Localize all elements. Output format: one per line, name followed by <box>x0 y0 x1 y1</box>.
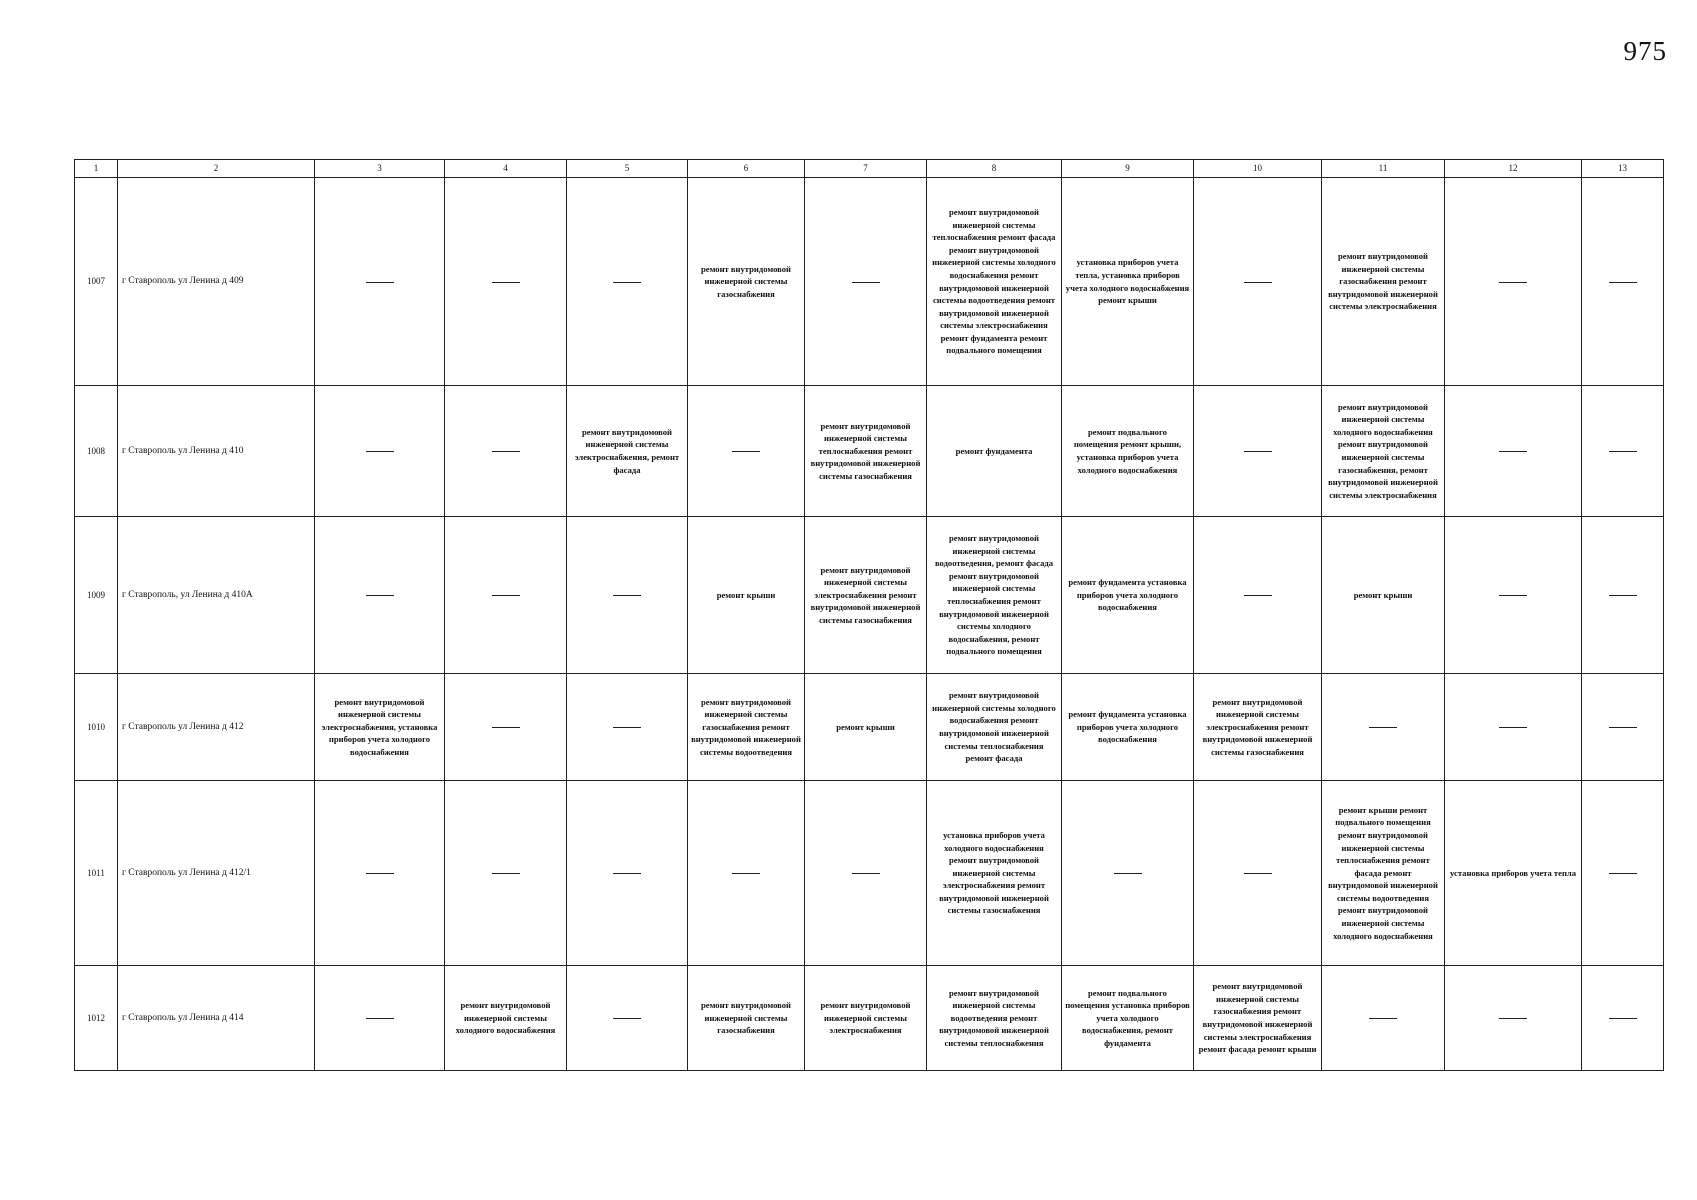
dash-mark <box>1499 595 1527 596</box>
dash-mark <box>366 1018 394 1019</box>
empty-dash-cell <box>805 178 927 386</box>
dash-mark <box>732 873 760 874</box>
dash-mark <box>1499 727 1527 728</box>
dash-mark <box>1609 451 1637 452</box>
empty-dash-cell <box>1194 517 1322 674</box>
empty-dash-cell <box>1194 178 1322 386</box>
dash-mark <box>1499 1018 1527 1019</box>
empty-dash-cell <box>315 178 445 386</box>
column-header-2: 2 <box>118 160 315 178</box>
dash-mark <box>1244 282 1272 283</box>
work-item-cell: ремонт внутридомовой инженерной системы холодного водоснабжения ремонт внутридомовой инженерной системы теплоснабжения ремонт фасада <box>927 674 1062 781</box>
address-cell: г Ставрополь ул Ленина д 412/1 <box>118 781 315 966</box>
empty-dash-cell <box>567 517 688 674</box>
dash-mark <box>492 595 520 596</box>
address-cell: г Ставрополь ул Ленина д 410 <box>118 386 315 517</box>
empty-dash-cell <box>315 966 445 1071</box>
empty-dash-cell <box>1582 781 1664 966</box>
work-item-cell: ремонт внутридомовой инженерной системы газоснабжения ремонт внутридомовой инженерной системы электроснабжения <box>1322 178 1445 386</box>
work-item-cell: ремонт внутридомовой инженерной системы электроснабжения <box>805 966 927 1071</box>
dash-mark <box>1609 873 1637 874</box>
address-cell: г Ставрополь ул Ленина д 412 <box>118 674 315 781</box>
empty-dash-cell <box>1582 178 1664 386</box>
work-item-cell: ремонт внутридомовой инженерной системы водоотведения, ремонт фасада ремонт внутридомовой инженерной системы теплоснабжения ремонт внутридомовой инженерной системы холодного водоснабжения, ремонт подвального помещения <box>927 517 1062 674</box>
dash-mark <box>366 282 394 283</box>
dash-mark <box>1609 1018 1637 1019</box>
work-item-cell: ремонт внутридомовой инженерной системы электроснабжения ремонт внутридомовой инженерной системы газоснабжения <box>1194 674 1322 781</box>
empty-dash-cell <box>445 781 567 966</box>
row-number-cell: 1012 <box>75 966 118 1071</box>
dash-mark <box>492 727 520 728</box>
column-header-5: 5 <box>567 160 688 178</box>
work-item-cell: ремонт внутридомовой инженерной системы электроснабжения ремонт внутридомовой инженерной системы газоснабжения <box>805 517 927 674</box>
dash-mark <box>492 873 520 874</box>
empty-dash-cell <box>1322 674 1445 781</box>
row-number-cell: 1010 <box>75 674 118 781</box>
column-header-9: 9 <box>1062 160 1194 178</box>
column-header-7: 7 <box>805 160 927 178</box>
column-header-1: 1 <box>75 160 118 178</box>
work-item-cell: ремонт крыши <box>1322 517 1445 674</box>
work-item-cell: ремонт внутридомовой инженерной системы газоснабжения <box>688 178 805 386</box>
empty-dash-cell <box>1445 178 1582 386</box>
row-number-cell: 1007 <box>75 178 118 386</box>
column-number-row <box>75 160 1664 178</box>
table-row <box>75 386 1664 517</box>
empty-dash-cell <box>567 674 688 781</box>
empty-dash-cell <box>445 178 567 386</box>
empty-dash-cell <box>1445 517 1582 674</box>
page-number: 975 <box>1623 36 1667 66</box>
column-header-10: 10 <box>1194 160 1322 178</box>
empty-dash-cell <box>688 386 805 517</box>
column-header-6: 6 <box>688 160 805 178</box>
table-row <box>75 178 1664 386</box>
dash-mark <box>613 282 641 283</box>
address-cell: г Ставрополь ул Ленина д 414 <box>118 966 315 1071</box>
work-item-cell: ремонт фундамента установка приборов учета холодного водоснабжения <box>1062 674 1194 781</box>
column-header-12: 12 <box>1445 160 1582 178</box>
empty-dash-cell <box>445 517 567 674</box>
empty-dash-cell <box>315 517 445 674</box>
empty-dash-cell <box>805 781 927 966</box>
dash-mark <box>1499 451 1527 452</box>
table-row <box>75 781 1664 966</box>
work-item-cell: ремонт фундамента <box>927 386 1062 517</box>
dash-mark <box>1244 595 1272 596</box>
work-item-cell: ремонт внутридомовой инженерной системы электроснабжения, ремонт фасада <box>567 386 688 517</box>
empty-dash-cell <box>1194 781 1322 966</box>
dash-mark <box>1609 727 1637 728</box>
empty-dash-cell <box>688 781 805 966</box>
dash-mark <box>852 873 880 874</box>
dash-mark <box>613 873 641 874</box>
work-item-cell: ремонт внутридомовой инженерной системы теплоснабжения ремонт внутридомовой инженерной системы газоснабжения <box>805 386 927 517</box>
dash-mark <box>366 873 394 874</box>
row-number-cell: 1009 <box>75 517 118 674</box>
dash-mark <box>613 1018 641 1019</box>
dash-mark <box>1609 282 1637 283</box>
dash-mark <box>613 595 641 596</box>
table-row <box>75 966 1664 1071</box>
dash-mark <box>1369 1018 1397 1019</box>
empty-dash-cell <box>315 781 445 966</box>
dash-mark <box>366 595 394 596</box>
work-item-cell: ремонт внутридомовой инженерной системы холодного водоснабжения ремонт внутридомовой инженерной системы газоснабжения, ремонт внутридомовой инженерной системы электроснабжения <box>1322 386 1445 517</box>
table-body <box>75 178 1664 1071</box>
row-number-cell: 1008 <box>75 386 118 517</box>
work-item-cell: ремонт внутридомовой инженерной системы газоснабжения ремонт внутридомовой инженерной системы водоотведения <box>688 674 805 781</box>
dash-mark <box>732 451 760 452</box>
work-item-cell: ремонт внутридомовой инженерной системы электроснабжения, установка приборов учета холодного водоснабжения <box>315 674 445 781</box>
dash-mark <box>1244 873 1272 874</box>
empty-dash-cell <box>1445 386 1582 517</box>
empty-dash-cell <box>1062 781 1194 966</box>
address-cell: г Ставрополь ул Ленина д 409 <box>118 178 315 386</box>
work-item-cell: ремонт крыши ремонт подвального помещения ремонт внутридомовой инженерной системы теплоснабжения ремонт фасада ремонт внутридомовой инженерной системы водоотведения ремонт внутридомовой инженерной системы холодного водоснабжения <box>1322 781 1445 966</box>
empty-dash-cell <box>1322 966 1445 1071</box>
work-item-cell: установка приборов учета тепла <box>1445 781 1582 966</box>
empty-dash-cell <box>567 178 688 386</box>
column-header-11: 11 <box>1322 160 1445 178</box>
dash-mark <box>366 451 394 452</box>
dash-mark <box>1114 873 1142 874</box>
empty-dash-cell <box>1582 386 1664 517</box>
work-item-cell: ремонт подвального помещения установка приборов учета холодного водоснабжения, ремонт фундамента <box>1062 966 1194 1071</box>
work-item-cell: ремонт внутридомовой инженерной системы газоснабжения ремонт внутридомовой инженерной системы электроснабжения ремонт фасада ремонт крыши <box>1194 966 1322 1071</box>
empty-dash-cell <box>445 674 567 781</box>
empty-dash-cell <box>1582 674 1664 781</box>
dash-mark <box>1609 595 1637 596</box>
work-item-cell: ремонт крыши <box>688 517 805 674</box>
empty-dash-cell <box>445 386 567 517</box>
empty-dash-cell <box>1445 966 1582 1071</box>
work-item-cell: ремонт внутридомовой инженерной системы холодного водоснабжения <box>445 966 567 1071</box>
dash-mark <box>492 451 520 452</box>
empty-dash-cell <box>1582 517 1664 674</box>
empty-dash-cell <box>1445 674 1582 781</box>
work-item-cell: ремонт внутридомовой инженерной системы теплоснабжения ремонт фасада ремонт внутридомовой инженерной системы холодного водоснабжения ремонт внутридомовой инженерной системы водоотведения ремонт внутридомовой инженерной системы электроснабжения ремонт фундамента ремонт подвального помещения <box>927 178 1062 386</box>
work-item-cell: ремонт внутридомовой инженерной системы водоотведения ремонт внутридомовой инженерной системы теплоснабжения <box>927 966 1062 1071</box>
dash-mark <box>492 282 520 283</box>
address-cell: г Ставрополь, ул Ленина д 410А <box>118 517 315 674</box>
column-header-3: 3 <box>315 160 445 178</box>
dash-mark <box>613 727 641 728</box>
column-header-8: 8 <box>927 160 1062 178</box>
empty-dash-cell <box>315 386 445 517</box>
table-row <box>75 517 1664 674</box>
work-item-cell: ремонт крыши <box>805 674 927 781</box>
empty-dash-cell <box>1194 386 1322 517</box>
work-item-cell: ремонт фундамента установка приборов учета холодного водоснабжения <box>1062 517 1194 674</box>
dash-mark <box>1244 451 1272 452</box>
repair-schedule-table <box>74 159 1664 1071</box>
table-row <box>75 674 1664 781</box>
column-header-13: 13 <box>1582 160 1664 178</box>
work-item-cell: ремонт внутридомовой инженерной системы газоснабжения <box>688 966 805 1071</box>
work-item-cell: установка приборов учета тепла, установка приборов учета холодного водоснабжения ремонт крыши <box>1062 178 1194 386</box>
dash-mark <box>1369 727 1397 728</box>
empty-dash-cell <box>567 781 688 966</box>
column-header-4: 4 <box>445 160 567 178</box>
dash-mark <box>1499 282 1527 283</box>
work-item-cell: ремонт подвального помещения ремонт крыши, установка приборов учета холодного водоснабжения <box>1062 386 1194 517</box>
dash-mark <box>852 282 880 283</box>
empty-dash-cell <box>567 966 688 1071</box>
row-number-cell: 1011 <box>75 781 118 966</box>
work-item-cell: установка приборов учета холодного водоснабжения ремонт внутридомовой инженерной системы электроснабжения ремонт внутридомовой инженерной системы газоснабжения <box>927 781 1062 966</box>
empty-dash-cell <box>1582 966 1664 1071</box>
